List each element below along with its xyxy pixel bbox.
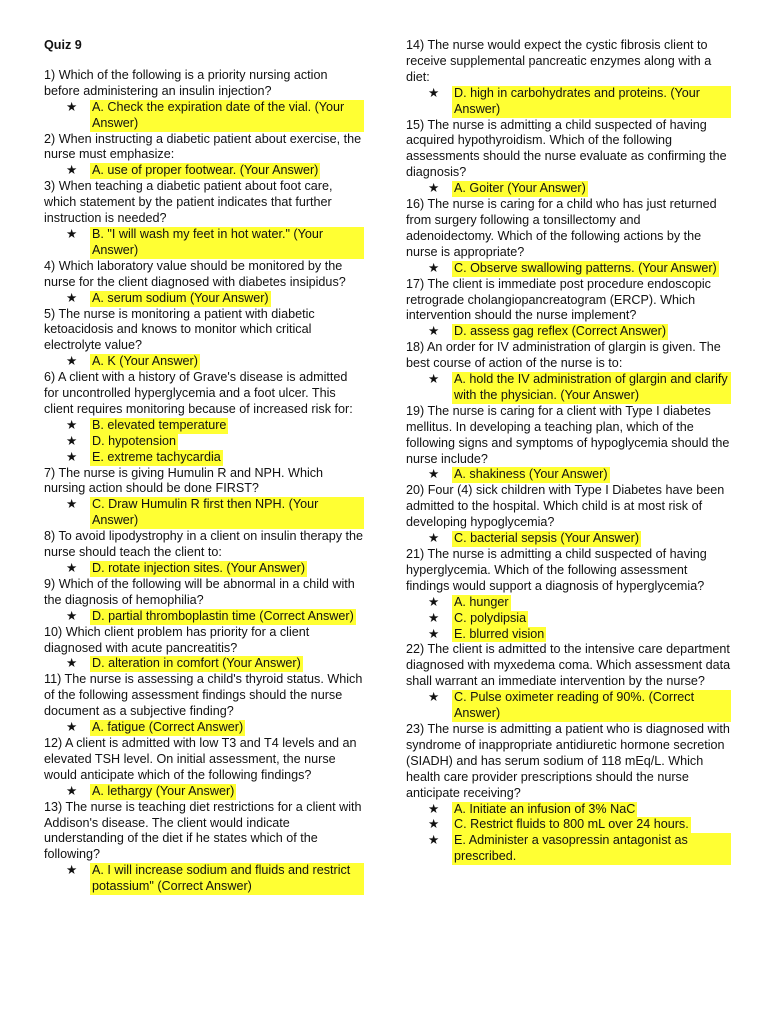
answer-item <box>66 863 364 895</box>
answer-item <box>428 324 731 340</box>
answer-text: D. partial thromboplastin time (Correct Answer) <box>92 608 354 623</box>
answer-item <box>66 163 364 179</box>
answer-item <box>428 690 731 722</box>
star-icon: ★ <box>428 610 440 625</box>
question-block <box>406 642 731 722</box>
star-icon: ★ <box>66 561 78 575</box>
answer-text: A. Initiate an infusion of 3% NaC <box>454 801 636 816</box>
question-block <box>406 197 731 277</box>
answer-list <box>44 656 364 672</box>
answer-list <box>406 467 731 483</box>
question-block <box>44 625 364 673</box>
answer-list <box>44 418 364 466</box>
answer-item <box>428 627 731 643</box>
star-icon: ★ <box>66 354 78 369</box>
answer-text: A. shakiness (Your Answer) <box>454 467 608 482</box>
question-text: 22) The client is admitted to the intensive care department diagnosed with myxedema coma. Which assessment data shall warrant an immediate intervention by the nurse? <box>406 642 731 689</box>
answer-text: D. hypotension <box>92 433 177 448</box>
question-block <box>44 672 364 736</box>
answer-item <box>66 656 364 672</box>
answer-text: B. elevated temperature <box>92 417 227 432</box>
answer-list <box>406 86 731 118</box>
answer-text: A. hold the IV administration of glargin and clarify with the physician. (Your Answer) <box>452 372 731 404</box>
question-text: 6) A client with a history of Grave's disease is admitted for uncontrolled hyperglycemia and a foot ulcer. This client requires monitoring because of increased risk for: <box>44 370 353 416</box>
answer-item <box>428 595 731 611</box>
star-icon: ★ <box>428 260 440 275</box>
answer-item <box>66 354 364 370</box>
question-text: 11) The nurse is assessing a child's thyroid status. Which of the following assessment findings should the nurse document as a subjective finding? <box>44 672 363 719</box>
question-block <box>406 38 731 118</box>
star-icon: ★ <box>428 467 440 482</box>
star-icon: ★ <box>66 497 78 512</box>
question-text: 19) The nurse is caring for a client with Type I diabetes mellitus. In developing a teaching plan, which of the following signs and symptoms of hypoglycemia should the nurse include? <box>406 403 730 466</box>
answer-item <box>428 833 731 865</box>
answer-text: D. high in carbohydrates and proteins. (Your Answer) <box>452 86 731 118</box>
question-text: 10) Which client problem has priority for a client diagnosed with acute pancreatitis? <box>44 624 310 655</box>
question-text: 4) Which laboratory value should be monitored by the nurse for the client diagnosed with diabetes insipidus? <box>44 258 346 289</box>
question-block <box>44 736 364 800</box>
answer-item <box>428 181 731 197</box>
question-text: 16) The nurse is caring for a child who has just returned from surgery following a tonsillectomy and adenoidectomy. Which of the following actions by the nurse is appropriate? <box>406 197 717 259</box>
answer-item <box>66 434 364 450</box>
answer-text: A. serum sodium (Your Answer) <box>92 290 269 305</box>
answer-text: A. hunger <box>454 594 509 609</box>
star-icon: ★ <box>428 531 440 546</box>
question-text: 13) The nurse is teaching diet restrictions for a client with Addison's disease. The client would indicate understanding of the diet if he states which of the following? <box>44 799 362 862</box>
answer-item <box>428 611 731 627</box>
answer-item <box>66 418 364 434</box>
quiz-title: Quiz 9 <box>44 38 82 52</box>
answer-list <box>44 291 364 307</box>
answer-item <box>66 497 364 529</box>
answer-list <box>406 372 731 404</box>
star-icon: ★ <box>428 690 440 705</box>
star-icon: ★ <box>66 226 78 241</box>
answer-item <box>428 372 731 404</box>
star-icon: ★ <box>428 181 440 196</box>
answer-text: A. K (Your Answer) <box>92 354 198 369</box>
question-block <box>44 307 364 371</box>
answer-item <box>66 784 364 800</box>
answer-list <box>44 100 364 132</box>
answer-text: A. use of proper footwear. (Your Answer) <box>92 163 319 178</box>
answer-list <box>44 863 364 895</box>
answer-text: A. Check the expiration date of the vial. (Your Answer) <box>90 100 364 132</box>
answer-list <box>44 163 364 179</box>
question-text: 7) The nurse is giving Humulin R and NPH. Which nursing action should be done FIRST? <box>44 465 324 496</box>
star-icon: ★ <box>66 656 78 671</box>
answer-text: A. Goiter (Your Answer) <box>454 181 586 196</box>
question-text: 20) Four (4) sick children with Type I Diabetes have been admitted to the hospital. Which child is at most risk of developing hypoglycemia? <box>406 483 725 530</box>
answer-text: C. Pulse oximeter reading of 90%. (Correct Answer) <box>452 690 731 722</box>
answer-list <box>44 227 364 259</box>
answer-text: A. lethargy (Your Answer) <box>92 783 235 798</box>
question-block <box>44 577 364 625</box>
right-column <box>406 38 731 865</box>
question-text: 3) When teaching a diabetic patient about foot care, which statement by the patient indicates that further instruction is needed? <box>44 179 333 226</box>
answer-text: A. I will increase sodium and fluids and restrict potassium" (Correct Answer) <box>90 863 364 895</box>
answer-list <box>44 561 364 577</box>
answer-item <box>66 720 364 736</box>
answer-item <box>428 531 731 547</box>
star-icon: ★ <box>428 801 440 816</box>
answer-list <box>406 261 731 277</box>
answer-item <box>428 817 731 833</box>
question-text: 18) An order for IV administration of glargin is given. The best course of action of the nurse is to: <box>406 340 721 371</box>
star-icon: ★ <box>428 626 440 641</box>
answer-text: E. extreme tachycardia <box>92 449 221 464</box>
answer-list <box>406 531 731 547</box>
answer-text: E. blurred vision <box>454 626 545 641</box>
star-icon: ★ <box>66 783 78 798</box>
star-icon: ★ <box>428 594 440 609</box>
answer-list <box>406 802 731 866</box>
question-block <box>406 277 731 341</box>
star-icon: ★ <box>66 417 78 432</box>
question-block <box>44 132 364 180</box>
question-block <box>44 529 364 577</box>
question-text: 14) The nurse would expect the cystic fibrosis client to receive supplemental pancreatic enzymes along with a diet: <box>406 38 712 84</box>
question-block <box>44 800 364 895</box>
star-icon: ★ <box>428 817 440 832</box>
question-text: 17) The client is immediate post procedure endoscopic retrograde cholangiopancreatogram (ERCP). Which intervention should the nurse implement? <box>406 276 711 323</box>
answer-text: A. fatigue (Correct Answer) <box>92 720 244 735</box>
question-block <box>406 722 731 865</box>
question-text: 21) The nurse is admitting a child suspected of having hyperglycemia. Which of the following assessment findings would support a diagnosis of hyperglycemia? <box>406 547 707 593</box>
star-icon: ★ <box>66 449 78 464</box>
answer-list <box>406 690 731 722</box>
question-block <box>44 259 364 307</box>
answer-text: D. assess gag reflex (Correct Answer) <box>454 324 667 339</box>
answer-text: C. polydipsia <box>454 610 527 625</box>
question-text: 12) A client is admitted with low T3 and T4 levels and an elevated TSH level. On initial assessment, the nurse would anticipate which of the following findings? <box>44 735 357 782</box>
star-icon: ★ <box>428 324 440 339</box>
answer-text: C. bacterial sepsis (Your Answer) <box>454 531 640 546</box>
question-block <box>406 547 731 642</box>
answer-item <box>428 261 731 277</box>
answer-list <box>44 609 364 625</box>
question-text: 2) When instructing a diabetic patient about exercise, the nurse must emphasize: <box>44 131 362 162</box>
star-icon: ★ <box>66 99 78 114</box>
answer-list <box>44 497 364 529</box>
question-block <box>406 340 731 404</box>
answer-item <box>66 450 364 466</box>
answer-item <box>66 561 364 577</box>
answer-item <box>428 467 731 483</box>
answer-item <box>428 86 731 118</box>
left-column <box>44 38 364 895</box>
star-icon: ★ <box>66 720 78 735</box>
answer-item <box>66 291 364 307</box>
answer-list <box>406 181 731 197</box>
answer-text: E. Administer a vasopressin antagonist as prescribed. <box>452 833 731 865</box>
star-icon: ★ <box>66 163 78 178</box>
question-text: 1) Which of the following is a priority nursing action before administering an insulin injection? <box>44 67 328 98</box>
answer-item <box>66 100 364 132</box>
question-text: 15) The nurse is admitting a child suspected of having acquired hypothyroidism. Which of the following assessments should the nurse evaluate as confirming the diagnosis? <box>406 117 727 180</box>
question-text: 8) To avoid lipodystrophy in a client on insulin therapy the nurse should teach the client to: <box>44 529 363 560</box>
question-block <box>44 68 364 132</box>
question-text: 23) The nurse is admitting a patient who is diagnosed with syndrome of inappropriate antidiuretic hormone secretion (SIADH) and has serum sodium of 118 mEq/L. Which health care provider prescriptions should the nurse anticipate receiving? <box>406 721 730 800</box>
answer-list <box>406 324 731 340</box>
answer-text: C. Observe swallowing patterns. (Your Answer) <box>454 260 717 275</box>
answer-text: C. Restrict fluids to 800 mL over 24 hours. <box>454 817 689 832</box>
answer-text: B. "I will wash my feet in hot water." (Your Answer) <box>90 227 364 259</box>
star-icon: ★ <box>66 290 78 305</box>
question-block <box>44 466 364 530</box>
question-text: 9) Which of the following will be abnormal in a child with the diagnosis of hemophilia? <box>44 576 355 607</box>
answer-item <box>66 609 364 625</box>
question-text: 5) The nurse is monitoring a patient with diabetic ketoacidosis and knows to monitor which critical electrolyte value? <box>44 306 315 353</box>
question-block <box>44 370 364 465</box>
star-icon: ★ <box>66 608 78 623</box>
answer-list <box>406 595 731 643</box>
question-block <box>406 118 731 198</box>
answer-text: C. Draw Humulin R first then NPH. (Your Answer) <box>90 497 364 529</box>
star-icon: ★ <box>66 433 78 448</box>
question-block <box>406 483 731 547</box>
answer-text: D. alteration in comfort (Your Answer) <box>92 656 301 671</box>
answer-list <box>44 720 364 736</box>
star-icon: ★ <box>428 372 440 387</box>
question-block <box>44 179 364 259</box>
star-icon: ★ <box>66 863 78 878</box>
star-icon: ★ <box>428 85 440 100</box>
answer-item <box>428 802 731 818</box>
answer-text: D. rotate injection sites. (Your Answer) <box>92 561 306 575</box>
star-icon: ★ <box>428 833 440 848</box>
answer-list <box>44 354 364 370</box>
question-block <box>406 404 731 484</box>
answer-item <box>66 227 364 259</box>
answer-list <box>44 784 364 800</box>
